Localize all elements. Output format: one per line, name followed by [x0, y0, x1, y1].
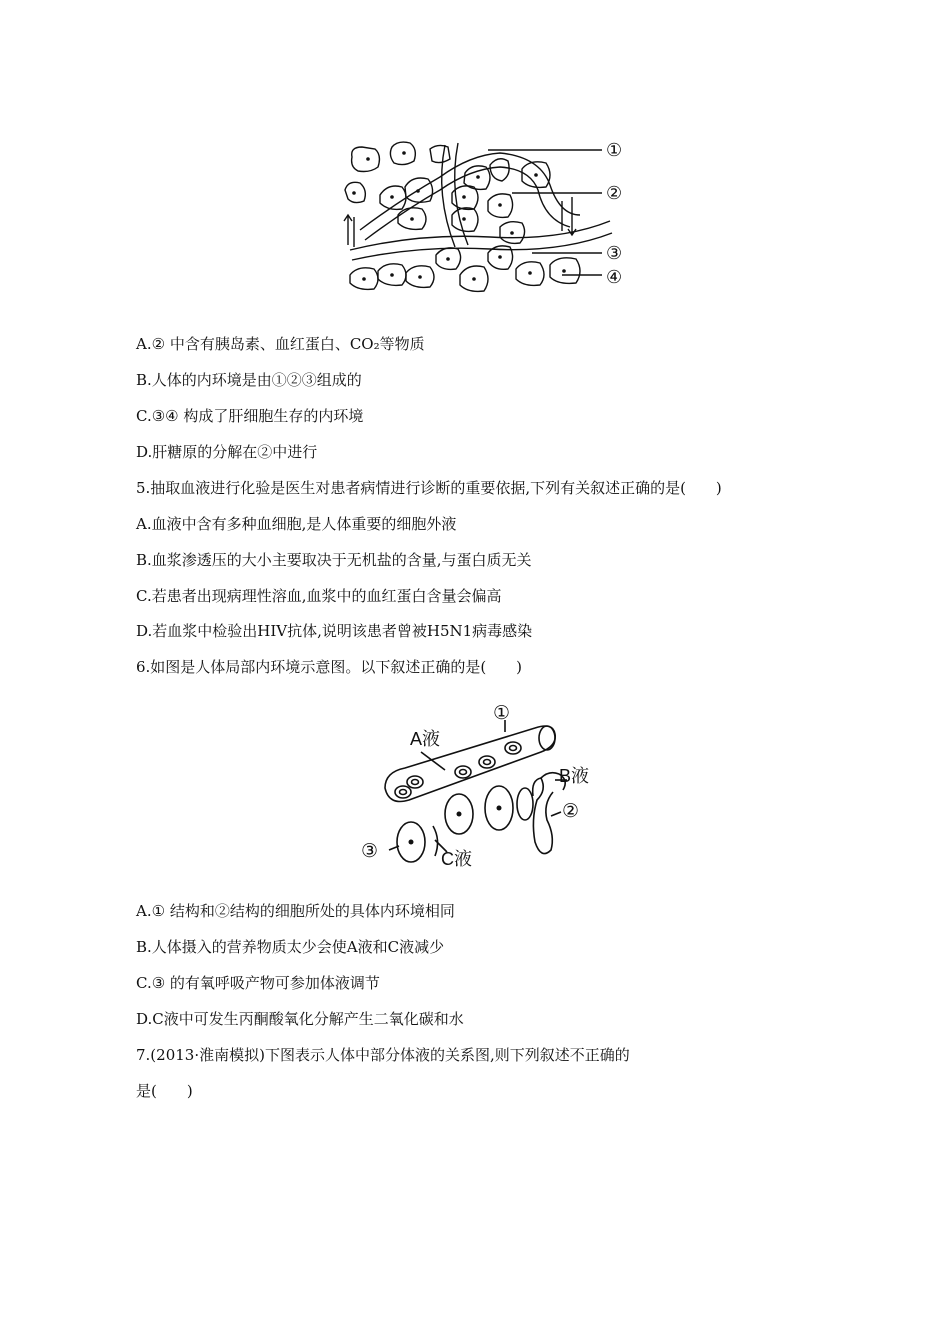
liver-tissue-diagram	[340, 135, 640, 300]
label-structure-3: ③	[361, 840, 379, 862]
label-structure-1: ①	[493, 702, 511, 724]
q5-option-a: A.血液中含有多种血细胞,是人体重要的细胞外液	[136, 515, 457, 533]
q6-option-c: C.③ 的有氧呼吸产物可参加体液调节	[136, 974, 380, 992]
q7-stem-line1: 7.(2013·淮南模拟)下图表示人体中部分体液的关系图,则下列叙述不正确的	[136, 1046, 630, 1064]
label-c-fluid: C液	[441, 849, 472, 869]
q5-option-b: B.血浆渗透压的大小主要取决于无机盐的含量,与蛋白质无关	[136, 551, 532, 569]
q5-stem: 5.抽取血液进行化验是医生对患者病情进行诊断的重要依据,下列有关叙述正确的是( )	[136, 479, 722, 497]
q6-stem: 6.如图是人体局部内环境示意图。以下叙述正确的是( )	[136, 658, 523, 676]
figure1-label-3: ③	[606, 243, 623, 264]
figure1-label-2: ②	[606, 183, 623, 204]
q4-option-b: B.人体的内环境是由①②③组成的	[136, 371, 362, 389]
figure1-label-1: ①	[606, 140, 623, 161]
q7-stem-line2: 是( )	[136, 1082, 193, 1100]
liver-tissue-figure	[340, 135, 640, 300]
q4-option-d: D.肝糖原的分解在②中进行	[136, 443, 318, 461]
q6-option-d: D.C液中可发生丙酮酸氧化分解产生二氧化碳和水	[136, 1010, 464, 1028]
label-b-fluid: B液	[559, 766, 590, 786]
q5-option-c: C.若患者出现病理性溶血,血浆中的血红蛋白含量会偏高	[136, 587, 502, 605]
internal-environment-figure	[355, 700, 605, 870]
q4-option-a: A.② 中含有胰岛素、血红蛋白、CO₂等物质	[136, 335, 425, 353]
q6-option-b: B.人体摄入的营养物质太少会使A液和C液减少	[136, 938, 445, 956]
q6-option-a: A.① 结构和②结构的细胞所处的具体内环境相同	[136, 902, 455, 920]
label-a-fluid: A液	[410, 729, 441, 749]
q5-option-d: D.若血浆中检验出HIV抗体,说明该患者曾被H5N1病毒感染	[136, 622, 533, 640]
figure1-label-4: ④	[606, 267, 623, 288]
q4-option-c: C.③④ 构成了肝细胞生存的内环境	[136, 407, 364, 425]
label-structure-2: ②	[562, 800, 580, 822]
